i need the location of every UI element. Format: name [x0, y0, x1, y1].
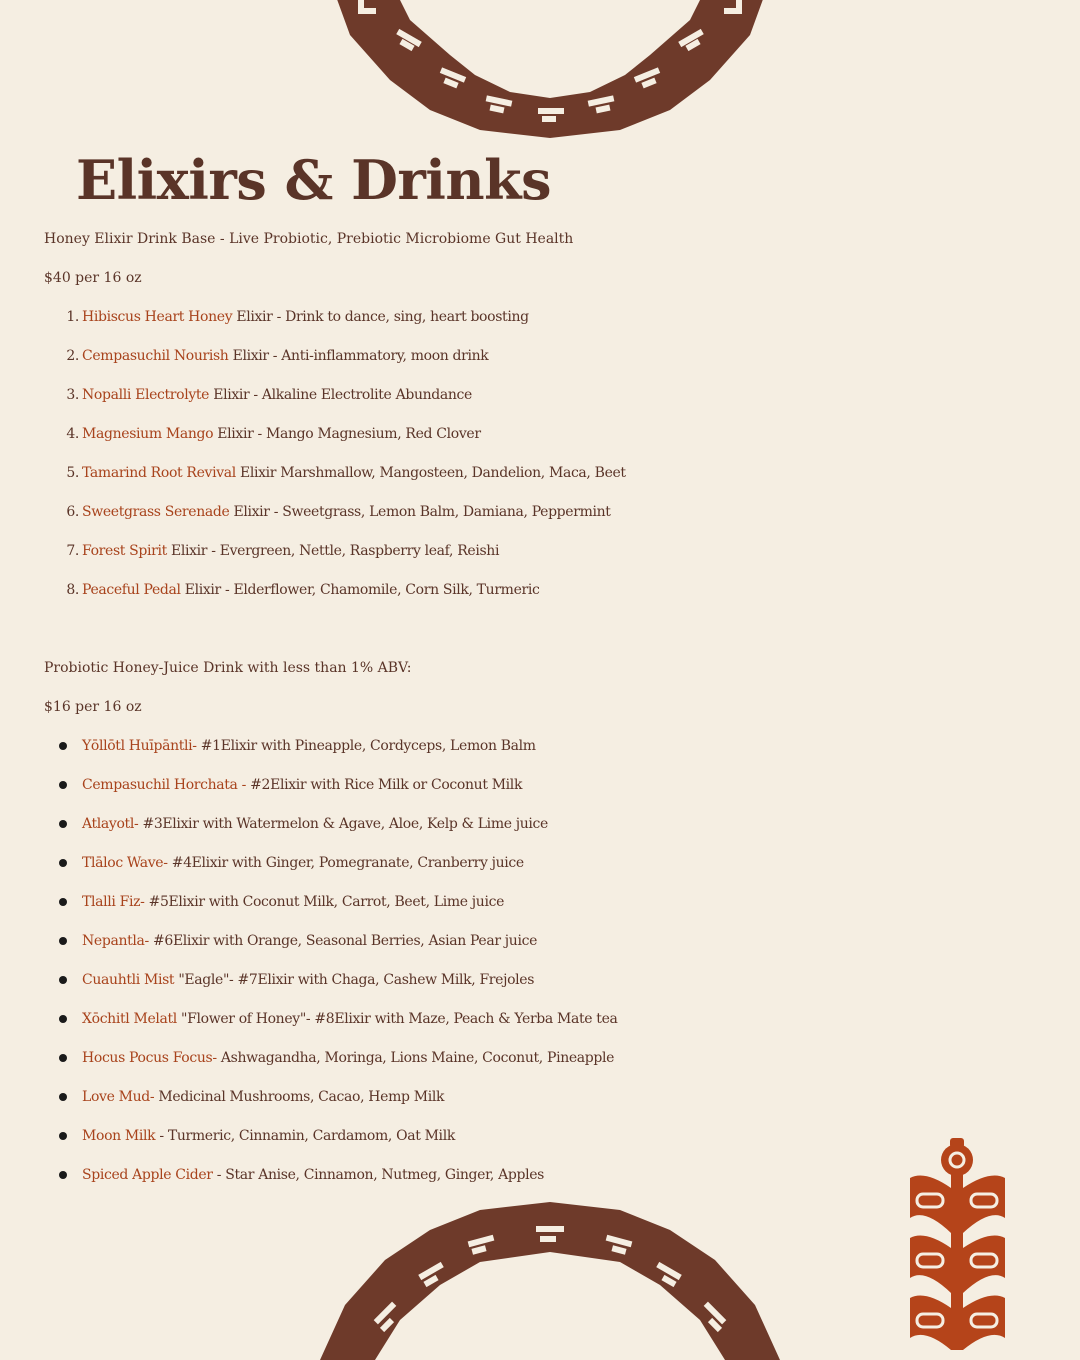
item-name: Tlalli Fiz — [82, 894, 141, 910]
bullet-icon — [59, 859, 67, 867]
item-name: Sweetgrass Serenade — [82, 504, 230, 520]
bullet-icon — [59, 976, 67, 984]
item-name: Peaceful Pedal — [82, 582, 181, 598]
section-heading: Probiotic Honey-Juice Drink with less than 1% ABV: — [44, 660, 412, 676]
item-description: Elixir - Alkaline Electrolite Abundance — [209, 387, 472, 403]
item-name: Cuauhtli Mist — [82, 972, 175, 988]
item-name: Atlayotl — [82, 816, 134, 832]
bullet-icon — [59, 1132, 67, 1140]
item-description: "Flower of Honey"- #8Elixir with Maze, Peach & Yerba Mate tea — [176, 1011, 618, 1027]
item-description: Medicinal Mushrooms, Cacao, Hemp Milk — [158, 1089, 445, 1105]
item-description: Elixir - Elderflower, Chamomile, Corn Silk, Turmeric — [180, 582, 540, 598]
bullet-icon — [59, 1054, 67, 1062]
bullet-icon — [59, 937, 67, 945]
list-item — [44, 493, 1064, 532]
bullet-icon — [59, 781, 67, 789]
item-name: Hocus Pocus Focus — [82, 1050, 213, 1066]
list-item — [44, 376, 1064, 415]
bullet-icon — [59, 1015, 67, 1023]
item-description: - Turmeric, Cinnamin, Cardamom, Oat Milk — [155, 1128, 455, 1144]
list-item — [44, 454, 1064, 493]
list-item — [44, 961, 1064, 1000]
item-name: Yōllōtl Huīpāntli — [82, 738, 193, 754]
item-name: Tlāloc Wave — [82, 855, 164, 871]
item-separator: - — [163, 855, 172, 871]
section-price: $16 per 16 oz — [44, 699, 142, 715]
item-number: 8. — [66, 582, 79, 598]
item-separator: - — [140, 894, 149, 910]
item-description: Ashwagandha, Moringa, Lions Maine, Coconut, Pineapple — [220, 1050, 615, 1066]
list-item — [44, 727, 1064, 766]
item-description: #3Elixir with Watermelon & Agave, Aloe, Kelp & Lime juice — [142, 816, 548, 832]
item-name: Moon Milk — [82, 1128, 156, 1144]
list-item — [44, 571, 1064, 610]
list-item — [44, 766, 1064, 805]
list-item — [44, 415, 1064, 454]
item-number: 2. — [66, 348, 79, 364]
item-name: Love Mud — [82, 1089, 150, 1105]
item-number: 7. — [66, 543, 79, 559]
item-description: #2Elixir with Rice Milk or Coconut Milk — [250, 777, 523, 793]
item-name: Hibiscus Heart Honey — [82, 309, 233, 325]
item-description: Elixir - Anti-inflammatory, moon drink — [228, 348, 489, 364]
bullet-icon — [59, 742, 67, 750]
aztec-plant-motif-icon — [905, 1138, 1010, 1350]
list-item — [44, 883, 1064, 922]
item-separator: - — [237, 777, 251, 793]
section-price: $40 per 16 oz — [44, 270, 142, 286]
item-name: Spiced Apple Cider — [82, 1167, 213, 1183]
item-name: Nopalli Electrolyte — [82, 387, 210, 403]
item-separator: - — [192, 738, 201, 754]
item-name: Tamarind Root Revival — [82, 465, 236, 481]
item-name: Nepantla — [82, 933, 145, 949]
item-separator: - — [133, 816, 143, 832]
item-description: #6Elixir with Orange, Seasonal Berries, Asian Pear juice — [153, 933, 538, 949]
item-number: 3. — [66, 387, 79, 403]
item-description: Elixir - Mango Magnesium, Red Clover — [213, 426, 481, 442]
list-item — [44, 298, 1064, 337]
bullet-icon — [59, 898, 67, 906]
list-item — [44, 922, 1064, 961]
item-name: Xōchitl Melatl — [82, 1011, 177, 1027]
item-number: 1. — [66, 309, 79, 325]
item-separator: - — [149, 1089, 159, 1105]
item-name: Cempasuchil Horchata — [82, 777, 238, 793]
greek-key-arch-bottom-icon — [300, 1190, 800, 1360]
item-description: #5Elixir with Coconut Milk, Carrot, Beet, Lime juice — [148, 894, 505, 910]
list-item — [44, 337, 1064, 376]
item-number: 6. — [66, 504, 79, 520]
section-heading: Honey Elixir Drink Base - Live Probiotic, Prebiotic Microbiome Gut Health — [44, 231, 574, 247]
juice-section — [44, 649, 1064, 1195]
item-description: #4Elixir with Ginger, Pomegranate, Cranberry juice — [171, 855, 524, 871]
item-description: Elixir - Drink to dance, sing, heart boosting — [232, 309, 529, 325]
list-item — [44, 805, 1064, 844]
bullet-icon — [59, 820, 67, 828]
item-number: 5. — [66, 465, 79, 481]
item-description: Elixir Marshmallow, Mangosteen, Dandelion, Maca, Beet — [235, 465, 626, 481]
item-separator: - — [212, 1050, 221, 1066]
page-title: Elixirs & Drinks — [76, 148, 551, 212]
list-item — [44, 1039, 1064, 1078]
juice-list — [44, 727, 1064, 1195]
bullet-icon — [59, 1093, 67, 1101]
elixir-list — [44, 298, 1064, 610]
list-item — [44, 532, 1064, 571]
item-name: Forest Spirit — [82, 543, 167, 559]
item-separator: - — [144, 933, 153, 949]
item-description: "Eagle"- #7Elixir with Chaga, Cashew Milk, Frejoles — [174, 972, 535, 988]
item-description: - Star Anise, Cinnamon, Nutmeg, Ginger, Apples — [212, 1167, 544, 1183]
item-name: Cempasuchil Nourish — [82, 348, 229, 364]
item-description: Elixir - Evergreen, Nettle, Raspberry leaf, Reishi — [166, 543, 500, 559]
elixir-section — [44, 220, 1064, 610]
list-item — [44, 1000, 1064, 1039]
list-item — [44, 1078, 1064, 1117]
item-number: 4. — [66, 426, 79, 442]
item-description: Elixir - Sweetgrass, Lemon Balm, Damiana, Peppermint — [229, 504, 611, 520]
item-name: Magnesium Mango — [82, 426, 214, 442]
greek-key-arch-top-icon — [300, 0, 800, 150]
item-description: #1Elixir with Pineapple, Cordyceps, Lemon Balm — [200, 738, 536, 754]
list-item — [44, 844, 1064, 883]
bullet-icon — [59, 1171, 67, 1179]
